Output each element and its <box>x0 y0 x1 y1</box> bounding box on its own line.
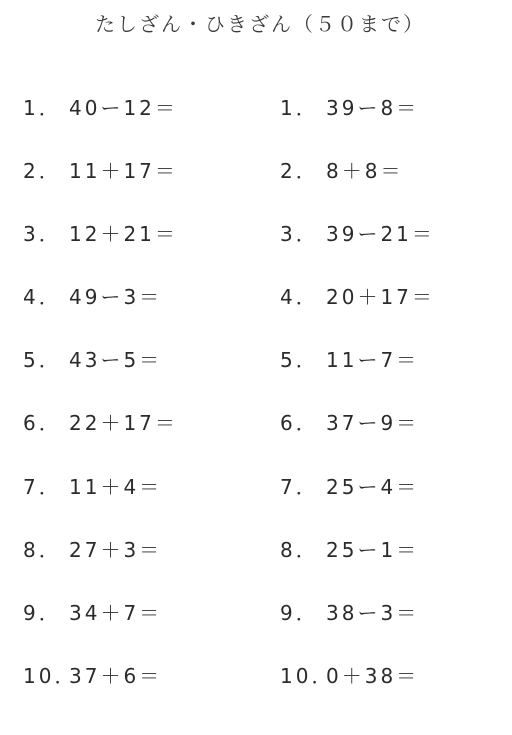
problem-row <box>23 91 178 125</box>
problem-number: 5． <box>280 348 319 372</box>
problem-expression: 12＋21＝ <box>69 222 178 246</box>
problem-row <box>23 154 178 188</box>
problem-row <box>23 217 178 251</box>
problem-row <box>23 659 162 693</box>
problem-row <box>23 406 178 440</box>
problem-row <box>23 533 162 567</box>
problem-row <box>280 596 419 630</box>
problem-number: 2． <box>23 159 62 183</box>
problem-row <box>280 343 419 377</box>
problem-expression: 8＋8＝ <box>326 159 404 183</box>
problem-expression: 11ー7＝ <box>326 348 420 372</box>
problem-number: 4． <box>23 285 62 309</box>
problem-row <box>280 280 435 314</box>
problem-row <box>280 470 419 504</box>
problem-expression: 49ー3＝ <box>69 285 163 309</box>
problem-expression: 43ー5＝ <box>69 348 163 372</box>
problem-number: 2． <box>280 159 319 183</box>
problem-expression: 34＋7＝ <box>69 601 163 625</box>
problem-number: 3． <box>23 222 62 246</box>
problem-expression: 38ー3＝ <box>326 601 420 625</box>
problem-number: 5． <box>23 348 62 372</box>
problem-row <box>280 154 403 188</box>
problem-row <box>280 659 419 693</box>
problem-row <box>23 343 162 377</box>
problem-row <box>23 596 162 630</box>
problem-row <box>23 470 162 504</box>
problem-number: 7． <box>280 475 319 499</box>
problem-row <box>280 406 419 440</box>
problem-expression: 11＋4＝ <box>69 475 163 499</box>
problem-row <box>280 217 435 251</box>
problem-expression: 11＋17＝ <box>69 159 178 183</box>
problem-number: 1． <box>23 96 62 120</box>
problem-number: 9． <box>23 601 62 625</box>
problem-number: 7． <box>23 475 62 499</box>
problem-number: 8． <box>280 538 319 562</box>
problem-number: 6． <box>280 411 319 435</box>
problem-expression: 37＋6＝ <box>69 664 163 688</box>
problem-number: 10． <box>23 664 78 688</box>
problem-number: 10． <box>280 664 335 688</box>
worksheet-title: たしざん・ひきざん（５０まで） <box>95 12 425 36</box>
problem-number: 9． <box>280 601 319 625</box>
problem-number: 6． <box>23 411 62 435</box>
problem-number: 1． <box>280 96 319 120</box>
problem-expression: 39ー8＝ <box>326 96 420 120</box>
problem-expression: 27＋3＝ <box>69 538 163 562</box>
problem-number: 4． <box>280 285 319 309</box>
problem-row <box>280 91 419 125</box>
problem-expression: 25ー4＝ <box>326 475 420 499</box>
problem-expression: 40ー12＝ <box>69 96 178 120</box>
problem-row <box>23 280 162 314</box>
problem-number: 8． <box>23 538 62 562</box>
problem-expression: 22＋17＝ <box>69 411 178 435</box>
problem-number: 3． <box>280 222 319 246</box>
problem-row <box>280 533 419 567</box>
problem-expression: 20＋17＝ <box>326 285 435 309</box>
problem-expression: 0＋38＝ <box>326 664 420 688</box>
problem-expression: 25ー1＝ <box>326 538 420 562</box>
problem-expression: 39ー21＝ <box>326 222 435 246</box>
problem-expression: 37ー9＝ <box>326 411 420 435</box>
